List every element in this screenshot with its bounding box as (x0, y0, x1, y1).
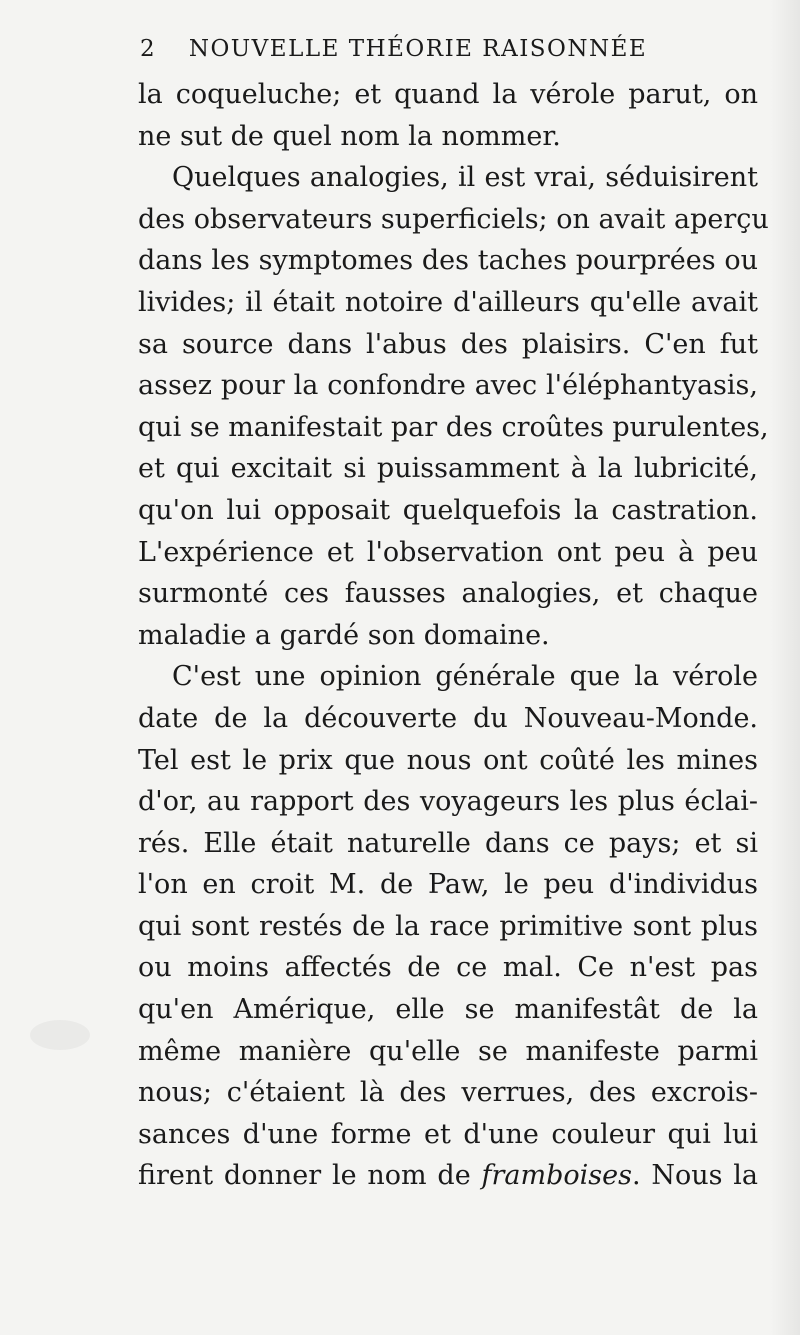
text-line-2: ne sut de quel nom la nommer. (138, 120, 561, 152)
text-line-12: L'expérience et l'observation ont peu à peu (138, 536, 758, 568)
text-line-10: et qui excitait si puissamment à la lubricité, (138, 453, 758, 485)
page-header (140, 36, 780, 62)
text-line-22: ou moins affectés de ce mal. Ce n'est pas (138, 952, 758, 984)
text-line-13: surmonté ces fausses analogies, et chaque (138, 578, 758, 610)
text-line-15: C'est une opinion générale que la vérole (172, 661, 758, 693)
text-line-18: d'or, au rapport des voyageurs les plus éclai- (138, 786, 758, 818)
text-line-14: maladie a gardé son domaine. (138, 619, 550, 651)
final-line-end: . Nous la (631, 1160, 759, 1192)
text-line-1: la coqueluche; et quand la vérole parut, on (138, 79, 758, 110)
page-edge-shadow (770, 0, 800, 1335)
text-line-4: des observateurs superficiels; on avait aperçu (138, 203, 769, 235)
text-line-25: nous; c'étaient là des verrues, des excrois- (138, 1077, 758, 1109)
text-line-6: livides; il était notoire d'ailleurs qu'elle avait (138, 286, 758, 318)
text-line-26: sances d'une forme et d'une couleur qui lui (138, 1118, 758, 1150)
final-line-start: firent donner le nom de (138, 1160, 482, 1192)
text-line-16: date de la découverte du Nouveau-Monde. (138, 702, 758, 734)
text-line-5: dans les symptomes des taches pourprées ou (138, 245, 758, 277)
text-line-23: qu'en Amérique, elle se manifestât de la (138, 994, 758, 1026)
scan-smudge (30, 1020, 90, 1050)
body-text (138, 74, 769, 1197)
text-line-19: rés. Elle était naturelle dans ce pays; et si (138, 827, 758, 859)
text-line-9: qui se manifestait par des croûtes purulentes, (138, 411, 769, 443)
text-line-7: sa source dans l'abus des plaisirs. C'en fut (138, 328, 758, 360)
page-number: 2 (140, 36, 157, 62)
running-title: NOUVELLE THÉORIE RAISONNÉE (188, 36, 648, 62)
italic-word-framboises: framboises (481, 1160, 632, 1192)
text-line-21: qui sont restés de la race primitive sont plus (138, 910, 758, 942)
text-line-11: qu'on lui opposait quelquefois la castration. (138, 494, 758, 526)
text-line-3: Quelques analogies, il est vrai, séduisirent (172, 162, 758, 194)
text-line-20: l'on en croit M. de Paw, le peu d'individus (138, 869, 758, 901)
text-line-8: assez pour la confondre avec l'éléphantyasis, (138, 370, 758, 402)
text-line-27 (138, 1155, 758, 1197)
text-line-17: Tel est le prix que nous ont coûté les mines (138, 744, 758, 776)
text-line-24: même manière qu'elle se manifeste parmi (138, 1035, 758, 1067)
